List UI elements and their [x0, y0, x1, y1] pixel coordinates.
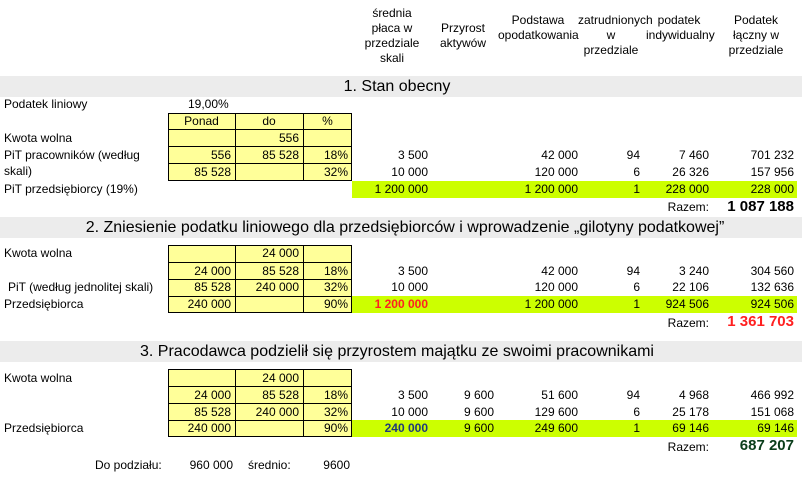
table-cell: 85 528: [262, 388, 299, 402]
table-cell: 304 560: [750, 264, 794, 278]
kwota-wolna-value: 24 000: [262, 246, 299, 260]
col-pct-header: %: [322, 114, 333, 128]
do-podzialu-label: Do podziału:: [95, 458, 162, 472]
col-ponad-header: Ponad: [184, 114, 219, 128]
table-cell: 6: [633, 405, 640, 419]
table-cell: 18%: [323, 388, 348, 402]
table-cell: 3 500: [397, 148, 428, 162]
table-cell: 151 068: [750, 405, 794, 419]
srednio-value: 9600: [323, 458, 350, 472]
table-cell: 924 506: [665, 297, 709, 311]
table-cell: 1: [633, 297, 640, 311]
table-cell: 85 528: [194, 165, 231, 179]
table-cell: 120 000: [534, 280, 578, 294]
section-title-3: 3. Pracodawca podzielił się przyrostem majątku ze swoimi pracownikami: [140, 343, 654, 360]
table-cell: 18%: [323, 264, 348, 278]
table-cell: 1 200 000: [374, 297, 428, 311]
table-cell: 85 528: [262, 148, 299, 162]
przedsiebiorca-label: Przedsiębiorca: [4, 421, 84, 435]
podatek-liniowy-label: Podatek liniowy: [4, 97, 88, 111]
table-cell: 240 000: [255, 280, 299, 294]
table-cell: 9 600: [463, 388, 494, 402]
razem-label: Razem:: [667, 440, 709, 454]
table-cell: 6: [633, 280, 640, 294]
table-cell: 120 000: [534, 165, 578, 179]
pit-pracownikow-label-2: skali): [4, 164, 33, 178]
table-cell: 69 146: [672, 421, 709, 435]
table-cell: 18%: [323, 148, 348, 162]
header-podstawa: Podstawa opodatkowania: [498, 13, 579, 42]
table-cell: 6: [633, 165, 640, 179]
section-title-1: 1. Stan obecny: [343, 78, 451, 95]
section-title-2: 2. Zniesienie podatku liniowego dla przedsiębiorców i wprowadzenie „gilotyny podatkowej”: [85, 219, 725, 236]
table-cell: 94: [626, 148, 640, 162]
table-cell: 1: [633, 421, 640, 435]
kwota-wolna-label: Kwota wolna: [4, 246, 73, 260]
do-podzialu-value: 960 000: [189, 458, 233, 472]
table-cell: 228 000: [665, 182, 709, 196]
header-podatek-laczny: Podatek łączny w przedziale: [728, 13, 784, 57]
table-cell: 90%: [323, 297, 348, 311]
table-cell: 556: [210, 148, 231, 162]
table-cell: 240 000: [384, 421, 428, 435]
table-cell: 90%: [323, 421, 348, 435]
table-cell: 240 000: [255, 405, 299, 419]
table-cell: 9 600: [463, 405, 494, 419]
header-srednia: średnia płaca w przedziale skali: [364, 6, 420, 65]
table-cell: 24 000: [194, 264, 231, 278]
table-cell: 85 528: [194, 280, 231, 294]
table-cell: 9 600: [463, 421, 494, 435]
table-cell: 24 000: [194, 388, 231, 402]
table-cell: 924 506: [750, 297, 794, 311]
kwota-wolna-value: 24 000: [262, 371, 299, 385]
kwota-wolna-label: Kwota wolna: [4, 371, 73, 385]
table-cell: 32%: [323, 165, 348, 179]
pit-przedsiebiorcy-label: PiT przedsiębiorcy (19%): [4, 182, 138, 196]
table-cell: 3 500: [397, 388, 428, 402]
table-cell: 10 000: [391, 165, 428, 179]
table-cell: 69 146: [757, 421, 794, 435]
table-cell: 1 200 000: [524, 182, 578, 196]
table-cell: 51 600: [541, 388, 578, 402]
table-cell: 32%: [323, 405, 348, 419]
table-cell: 249 600: [534, 421, 578, 435]
table-cell: 22 106: [672, 280, 709, 294]
table-cell: 132 636: [750, 280, 794, 294]
table-cell: 3 240: [678, 264, 709, 278]
col-do-header: do: [262, 114, 276, 128]
table-cell: 85 528: [194, 405, 231, 419]
razem-label: Razem:: [667, 316, 709, 330]
table-cell: 701 232: [750, 148, 794, 162]
table-cell: 1 200 000: [524, 297, 578, 311]
srednio-label: średnio:: [248, 458, 291, 472]
table-cell: 32%: [323, 280, 348, 294]
podatek-liniowy-value: 19,00%: [188, 97, 229, 111]
kwota-wolna-value: 556: [278, 131, 299, 145]
pit-jednolita-label: PiT (według jednolitej skali): [8, 280, 154, 294]
table-cell: 94: [626, 388, 640, 402]
table-cell: 26 326: [672, 165, 709, 179]
table-cell: 1: [633, 182, 640, 196]
header-podatek-ind: podatek indywidualny: [646, 13, 715, 42]
table-cell: 3 500: [397, 264, 428, 278]
table-cell: 42 000: [541, 264, 578, 278]
razem-value: 1 087 188: [727, 198, 794, 215]
table-cell: 129 600: [534, 405, 578, 419]
table-cell: 1 200 000: [374, 182, 428, 196]
table-cell: 7 460: [678, 148, 709, 162]
header-zatrudnionych: zatrudnionych w przedziale: [578, 13, 653, 57]
table-cell: 94: [626, 264, 640, 278]
pit-pracownikow-label: PiT pracowników (według: [4, 148, 140, 162]
table-cell: 228 000: [750, 182, 794, 196]
razem-value: 687 207: [739, 437, 794, 454]
table-cell: 85 528: [262, 264, 299, 278]
przedsiebiorca-label: Przedsiębiorca: [4, 297, 84, 311]
table-cell: 4 968: [678, 388, 709, 402]
table-cell: 466 992: [750, 388, 794, 402]
table-cell: 10 000: [391, 280, 428, 294]
table-cell: 157 956: [750, 165, 794, 179]
table-cell: 240 000: [187, 421, 231, 435]
kwota-wolna-label: Kwota wolna: [4, 131, 73, 145]
razem-label: Razem:: [667, 200, 709, 214]
table-cell: 42 000: [541, 148, 578, 162]
table-cell: 25 178: [672, 405, 709, 419]
header-przyrost: Przyrost aktywów: [439, 21, 486, 50]
table-cell: 240 000: [187, 297, 231, 311]
razem-value: 1 361 703: [727, 313, 794, 330]
table-cell: 10 000: [391, 405, 428, 419]
